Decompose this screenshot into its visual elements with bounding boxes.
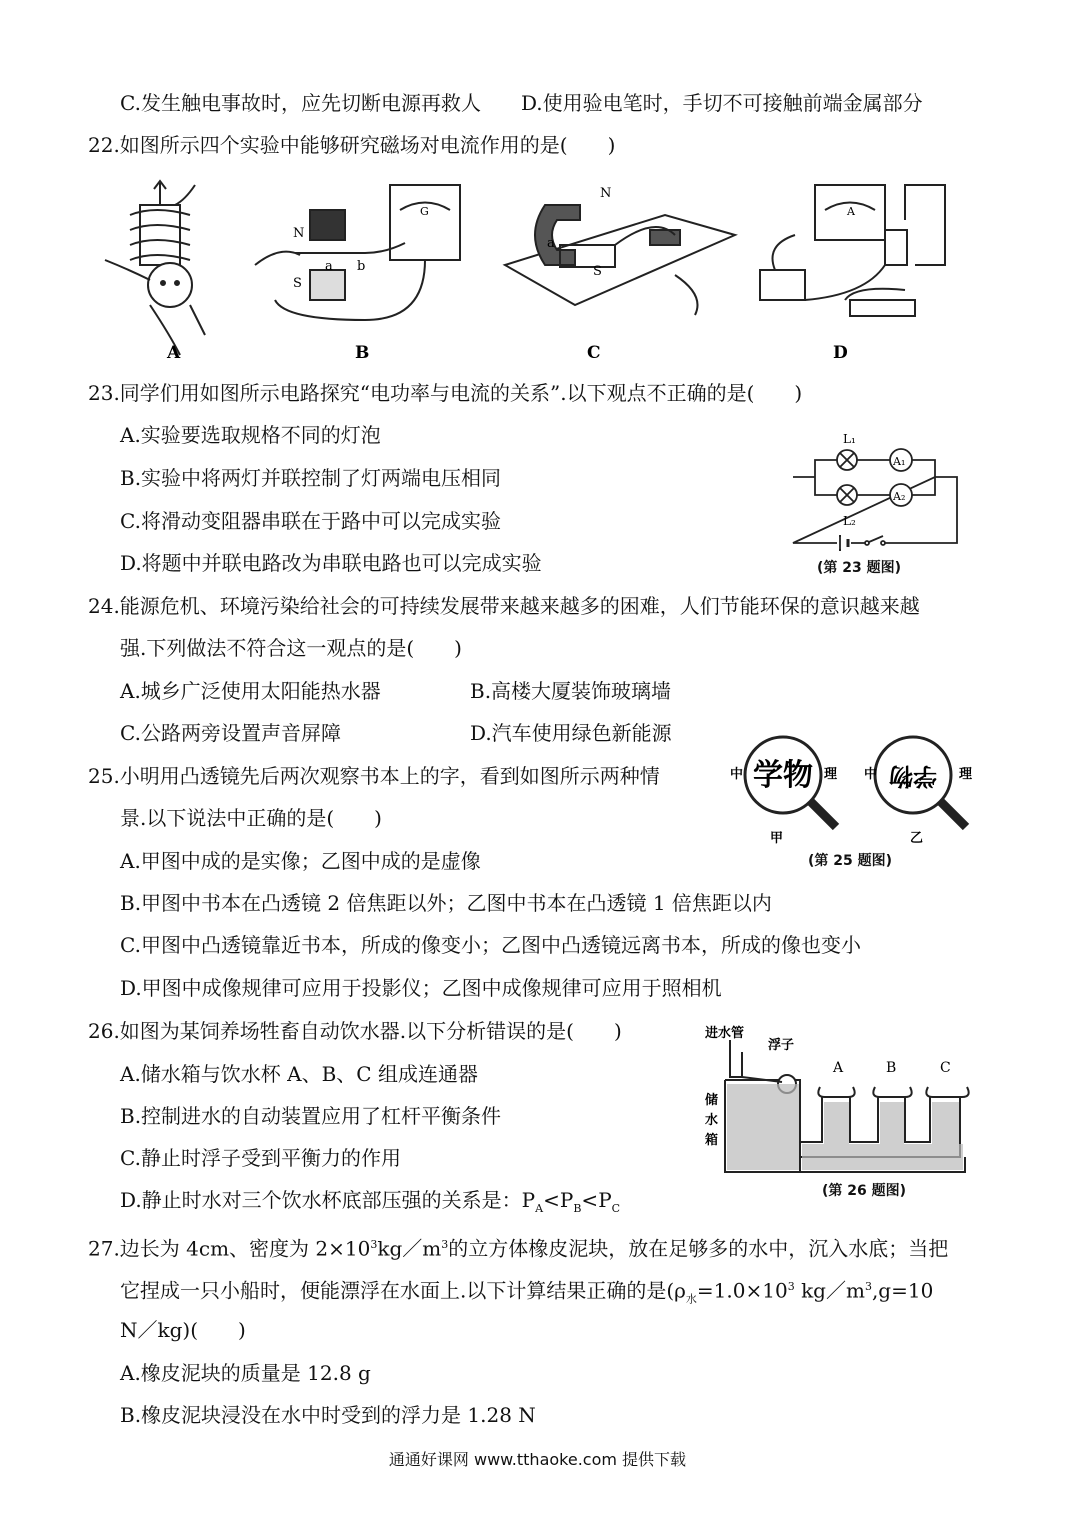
- q27-l2-a: 它捏成一只小船时，便能漂浮在水面上.以下计算结果正确的是(ρ: [120, 1278, 686, 1303]
- fig22-a-solenoid: [105, 181, 205, 355]
- fig22-b-generator: [255, 185, 460, 320]
- fig26-cup-b-label: B: [886, 1060, 897, 1076]
- q26-option-a: A.储水箱与饮水杯 A、B、C 组成连通器: [120, 1062, 478, 1086]
- fig25-label-yi: 乙: [910, 831, 924, 846]
- q27-l1-sup1: 3: [370, 1238, 378, 1251]
- fig26-cup-c-label: C: [940, 1060, 951, 1076]
- fig22-c-n-pole: N: [600, 186, 612, 201]
- q25-stem-line2: 景.以下说法中正确的是( ): [120, 806, 382, 830]
- fig22-b-g: G: [420, 205, 429, 218]
- q22-stem: 22.如图所示四个实验中能够研究磁场对电流作用的是( ): [88, 133, 616, 157]
- fig25-enlarged-word: 学物: [753, 758, 813, 793]
- fig25-left-zhong: 中: [730, 767, 744, 782]
- q27-option-a: A.橡皮泥块的质量是 12.8 g: [120, 1361, 371, 1385]
- fig22-c-s-pole: S: [593, 264, 602, 279]
- q27-stem-line1: [88, 1233, 948, 1261]
- fig22-c-a: a: [547, 236, 555, 251]
- fig22-b-n-pole: N: [293, 226, 305, 241]
- q25-magnifier-figure: [728, 730, 988, 850]
- q27-stem-line3: N／kg)( ): [120, 1318, 246, 1342]
- q24-stem-line1: 24.能源危机、环境污染给社会的可持续发展带来越来越多的困难，人们节能环保的意识越来越: [88, 594, 920, 618]
- fig25-left-li: 理: [824, 767, 838, 782]
- fig22-b-b: b: [357, 259, 366, 274]
- q25-option-a: A.甲图中成的是实像；乙图中成的是虚像: [120, 849, 481, 873]
- q27-l2-b: =1.0×10: [696, 1278, 788, 1303]
- fig22-b-s-pole: S: [293, 276, 302, 291]
- fig25-label-jia: 甲: [770, 831, 784, 846]
- q26-lt-1: <: [543, 1188, 560, 1212]
- fig22-label-c: C: [587, 343, 601, 363]
- q27-l1-a: 27.边长为 4cm、密度为 2×10: [88, 1236, 371, 1261]
- q26-sub-b: B: [573, 1202, 582, 1215]
- q27-l1-b: kg／m: [377, 1236, 442, 1261]
- q24-option-a: A.城乡广泛使用太阳能热水器: [120, 679, 381, 703]
- q26-option-b: B.控制进水的自动装置应用了杠杆平衡条件: [120, 1104, 502, 1128]
- fig26-inlet-pipe-label: 进水管: [705, 1026, 745, 1041]
- fig26-cup-a-label: A: [833, 1060, 844, 1076]
- q23-option-c: C.将滑动变阻器串联在于路中可以完成实验: [120, 509, 501, 533]
- fig26-tank-label-3: 箱: [705, 1133, 719, 1148]
- q21-options-cd: C.发生触电事故时，应先切断电源再救人 D.使用验电笔时，手切不可接触前端金属部分: [120, 91, 923, 115]
- q26-stem: 26.如图为某饲养场牲畜自动饮水器.以下分析错误的是( ): [88, 1019, 622, 1043]
- q27-l2-sup1: 3: [787, 1280, 795, 1293]
- q24-stem-line2: 强.下列做法不符合这一观点的是( ): [120, 636, 462, 660]
- fig22-c-motor: [505, 205, 735, 315]
- q25-option-d: D.甲图中成像规律可应用于投影仪；乙图中成像规律可应用于照相机: [120, 976, 722, 1000]
- fig26-caption: (第 26 题图): [822, 1183, 907, 1199]
- q23-option-b: B.实验中将两灯并联控制了灯两端电压相同: [120, 466, 502, 490]
- q27-l2-d: ,g=10: [871, 1278, 934, 1303]
- fig25-inverted-word: 学物: [889, 762, 937, 790]
- q27-l2-water: 水: [685, 1292, 697, 1306]
- q26-sub-a: A: [535, 1202, 544, 1215]
- fig23-ammeter-a1: A₁: [893, 455, 906, 468]
- fig22-d-a: A: [847, 205, 855, 218]
- fig26-float-label: 浮子: [768, 1038, 795, 1053]
- fig25-right-li: 理: [959, 767, 973, 782]
- q27-l1-c: 的立方体橡皮泥块，放在足够多的水中，沉入水底；当把: [448, 1236, 949, 1261]
- fig23-l2-label: L₂: [843, 514, 856, 528]
- q27-l2-c: kg／m: [801, 1278, 865, 1303]
- q23-stem: 23.同学们用如图所示电路探究“电功率与电流的关系”.以下观点不正确的是( ): [88, 381, 803, 405]
- q27-l1-sup2: 3: [441, 1238, 449, 1251]
- fig26-tank-label-1: 储: [705, 1093, 719, 1108]
- q27-option-b: B.橡皮泥块浸没在水中时受到的浮力是 1.28 N: [120, 1403, 536, 1427]
- q26-option-d-text: D.静止时水对三个饮水杯底部压强的关系是：P: [120, 1188, 536, 1212]
- fig22-label-a: A: [167, 343, 181, 363]
- fig25-caption: (第 25 题图): [808, 853, 893, 869]
- fig23-ammeter-a2: A₂: [893, 490, 906, 503]
- q25-option-c: C.甲图中凸透镜靠近书本，所成的像变小；乙图中凸透镜远离书本，所成的像也变小: [120, 933, 861, 957]
- q24-option-d: D.汽车使用绿色新能源: [470, 721, 672, 745]
- fig22-label-b: B: [355, 343, 370, 363]
- q23-option-a: A.实验要选取规格不同的灯泡: [120, 423, 381, 447]
- q23-option-d: D.将题中并联电路改为串联电路也可以完成实验: [120, 551, 542, 575]
- q27-l2-sup2: 3: [864, 1280, 872, 1293]
- fig23-caption: (第 23 题图): [817, 560, 902, 576]
- fig22-label-d: D: [833, 343, 848, 363]
- fig22-b-a: a: [325, 259, 333, 274]
- q22-figure: [95, 175, 975, 365]
- q26-option-d: D.静止时水对三个饮水杯底部压强的关系是：$P_A<P_B<P_C$: [120, 1188, 621, 1215]
- q27-stem-line2: [120, 1275, 933, 1312]
- fig23-l1-label: L₁: [843, 432, 856, 446]
- fig25-right-zhong: 中: [864, 767, 878, 782]
- page-footer: 通通好课网 www.tthaoke.com 提供下载: [388, 1450, 687, 1469]
- q26-water-dispenser-figure: [700, 1022, 972, 1182]
- q25-stem-line1: 25.小明用凸透镜先后两次观察书本上的字，看到如图所示两种情: [88, 764, 660, 788]
- q24-option-c: C.公路两旁设置声音屏障: [120, 721, 341, 745]
- q25-option-b: B.甲图中书本在凸透镜 2 倍焦距以外；乙图中书本在凸透镜 1 倍焦距以内: [120, 891, 772, 915]
- q26-lt-2: <: [581, 1188, 599, 1212]
- fig26-tank-label-2: 水: [705, 1113, 719, 1128]
- q23-circuit-figure: [785, 425, 965, 575]
- q26-sub-c: C: [611, 1202, 621, 1215]
- q26-option-c: C.静止时浮子受到平衡力的作用: [120, 1146, 401, 1170]
- q24-option-b: B.高楼大厦装饰玻璃墙: [470, 679, 672, 703]
